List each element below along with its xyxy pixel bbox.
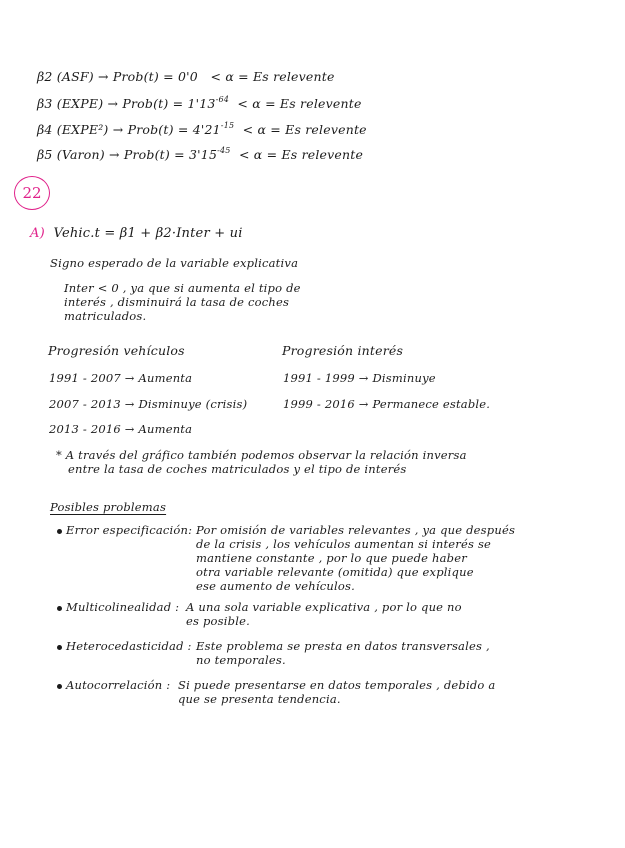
beta-conclusion: < α = Es relevente	[242, 122, 367, 137]
part-a-equation-line	[30, 227, 243, 241]
interest-progression-row: 1999 - 2016 → Permanece estable.	[283, 397, 491, 411]
beta-prob: Prob(t) = 3'15	[123, 147, 218, 162]
bullet-icon	[57, 684, 62, 689]
beta4-test-line	[37, 123, 367, 137]
beta-exponent: -64	[215, 95, 230, 104]
problem-text-line: que se presenta tendencia.	[178, 692, 341, 706]
vehicles-progression-row: 2007 - 2013 → Disminuye (crisis)	[49, 397, 248, 411]
beta-coef: β5	[37, 147, 53, 162]
part-a-label: A)	[30, 226, 45, 241]
vehicles-progression-row: 1991 - 2007 → Aumenta	[49, 371, 193, 385]
vehicles-progression-row: 2013 - 2016 → Aumenta	[49, 422, 193, 436]
beta-prob: Prob(t) = 0'0	[112, 69, 198, 84]
beta-coef: β4	[37, 122, 53, 137]
bullet-icon	[57, 529, 62, 534]
beta-coef: β2	[37, 69, 53, 84]
problem-text-line: de la crisis , los vehículos aumentan si interés se	[196, 537, 492, 551]
sign-title: Signo esperado de la variable explicativa	[50, 256, 299, 270]
problem-text-line: A una sola variable explicativa , por lo que no	[186, 600, 462, 614]
beta-prob: Prob(t) = 4'21	[127, 122, 221, 137]
beta-prob: Prob(t) = 1'13	[122, 96, 216, 111]
problem-label: Multicolinealidad :	[66, 600, 180, 614]
beta-coef: β3	[37, 96, 53, 111]
vehicles-progression-title: Progresión vehículos	[48, 343, 185, 358]
problem-text-line: ese aumento de vehículos.	[196, 579, 355, 593]
arrow: →	[112, 122, 124, 137]
beta-exponent: -45	[217, 146, 231, 155]
problem-text-line: Por omisión de variables relevantes , ya que después	[196, 523, 516, 537]
problem-text-line: Si puede presentarse en datos temporales , debido a	[178, 678, 496, 692]
interest-progression-title: Progresión interés	[282, 343, 404, 358]
beta-conclusion: < α = Es relevente	[237, 96, 362, 111]
exercise-number: 22	[22, 184, 42, 202]
problem-text-line: es posible.	[186, 614, 250, 628]
sign-text-line: matriculados.	[64, 309, 147, 323]
sign-text-line: Inter < 0 , ya que si aumenta el tipo de	[64, 281, 301, 295]
sign-text-line: interés , disminuirá la tasa de coches	[64, 295, 290, 309]
graph-note-line: entre la tasa de coches matriculados y el tipo de interés	[68, 462, 407, 476]
bullet-icon	[57, 606, 62, 611]
beta-var: (EXPE)	[56, 96, 104, 111]
beta-exponent: -15	[220, 121, 235, 130]
graph-note-line: * A través del gráfico también podemos observar la relación inversa	[56, 448, 467, 462]
beta-var: (ASF)	[56, 69, 94, 84]
arrow: →	[98, 69, 109, 84]
exercise-number-circle	[14, 176, 50, 210]
problem-text-line: otra variable relevante (omitida) que explique	[196, 565, 474, 579]
problem-text-line: Este problema se presta en datos transversales ,	[196, 639, 490, 653]
regression-equation: Vehic.t = β1 + β2·Inter + ui	[53, 226, 243, 241]
arrow: →	[109, 147, 120, 162]
beta5-test-line	[37, 148, 363, 162]
beta-var: (EXPE²)	[56, 122, 109, 137]
beta2-test-line	[37, 70, 335, 84]
beta-conclusion: < α = Es relevente	[238, 147, 364, 162]
bullet-icon	[57, 645, 62, 650]
beta-var: (Varon)	[56, 147, 105, 162]
problem-label: Autocorrelación :	[66, 678, 171, 692]
problem-label: Error especificación:	[66, 523, 193, 537]
arrow: →	[107, 96, 119, 111]
problem-text-line: mantiene constante , por lo que puede haber	[196, 551, 467, 565]
problem-text-line: no temporales.	[196, 653, 286, 667]
beta3-test-line	[37, 97, 362, 111]
problems-title: Posibles problemas	[50, 500, 167, 514]
problem-label: Heterocedasticidad :	[66, 639, 192, 653]
interest-progression-row: 1991 - 1999 → Disminuye	[283, 371, 436, 385]
beta-conclusion: < α = Es relevente	[210, 69, 335, 84]
